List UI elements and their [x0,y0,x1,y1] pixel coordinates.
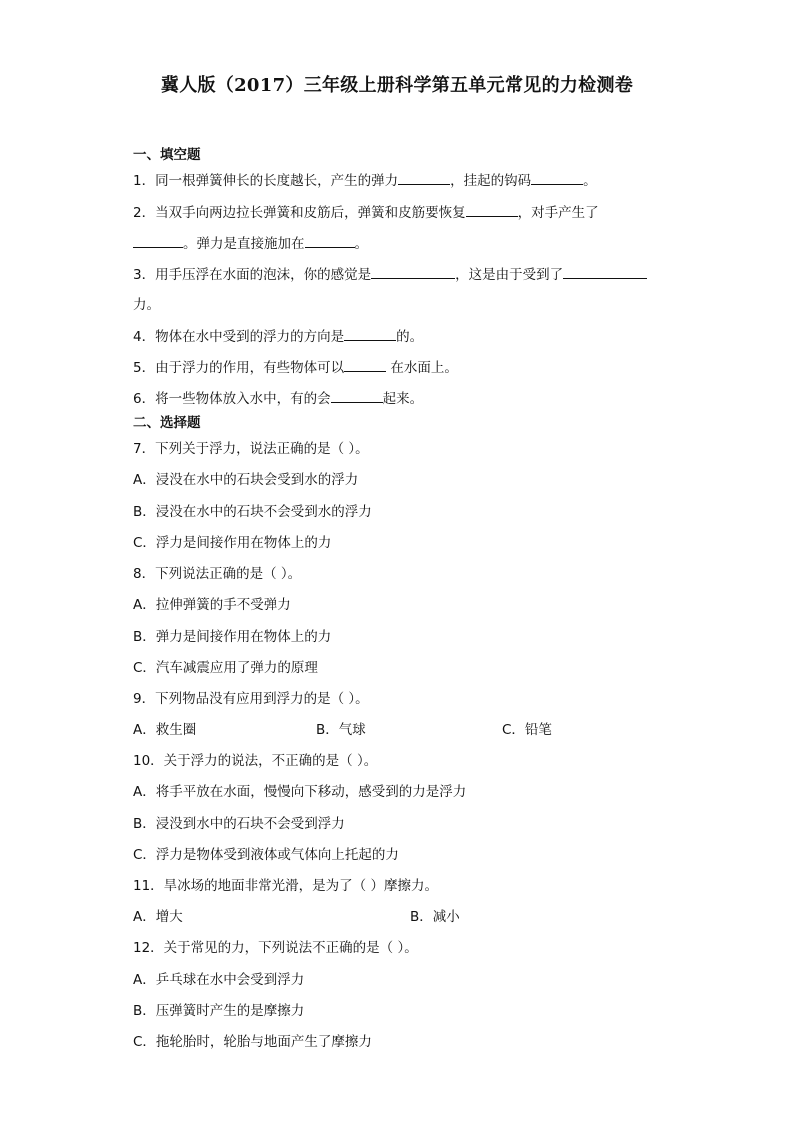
answer-blank[interactable] [331,389,383,403]
question-3-cont [133,296,160,314]
q3-text-a: 3．用手压浮在水面的泡沫，你的感觉是 [133,267,372,283]
answer-blank[interactable] [563,265,647,279]
q5-text-b: 在水面上。 [386,360,458,376]
question-3 [133,265,647,284]
page-title: 冀人版（2017）三年级上册科学第五单元常见的力检测卷 [160,75,634,96]
question-6 [133,389,423,408]
q2-text-d: 。 [354,236,368,252]
q11-option-a[interactable]: A．增大 [133,909,183,925]
question-2-cont [133,234,368,253]
answer-blank[interactable] [466,203,518,217]
q6-text-b: 起来。 [382,391,424,407]
q9-option-a[interactable]: A．救生圈 [133,722,197,738]
q3-text-b: ，这是由于受到了 [455,267,564,283]
q7-option-b[interactable]: B．浸没在水中的石块不会受到水的浮力 [133,504,372,520]
q2-text-b: ，对手产生了 [517,205,599,221]
q2-text-a: 2．当双手向两边拉长弹簧和皮筋后，弹簧和皮筋要恢复 [133,205,466,221]
q12-option-c[interactable]: C．拖轮胎时，轮胎与地面产生了摩擦力 [133,1034,372,1050]
answer-blank[interactable] [531,171,583,185]
q9-option-b[interactable]: B．气球 [316,722,366,738]
question-8: 8．下列说法正确的是（ ）。 [133,566,302,582]
q10-option-b[interactable]: B．浸没到水中的石块不会受到浮力 [133,816,345,832]
q8-option-c[interactable]: C．汽车减震应用了弹力的原理 [133,660,318,676]
q3-text-c: 力。 [133,297,160,313]
q9-option-c[interactable]: C．铅笔 [502,722,552,738]
question-10: 10．关于浮力的说法，不正确的是（ ）。 [133,753,378,769]
q10-option-c[interactable]: C．浮力是物体受到液体或气体向上托起的力 [133,847,399,863]
q2-text-c: 。弹力是直接施加在 [183,236,305,252]
q1-text-b: ，挂起的钩码 [450,173,532,189]
q4-text-a: 4．物体在水中受到的浮力的方向是 [133,329,345,345]
question-9: 9．下列物品没有应用到浮力的是（ ）。 [133,691,369,707]
answer-blank[interactable] [371,265,455,279]
section-heading-choice: 二、选择题 [133,415,201,431]
q12-option-b[interactable]: B．压弹簧时产生的是摩擦力 [133,1003,305,1019]
q4-text-b: 的。 [396,329,424,345]
question-5 [133,358,458,377]
question-4 [133,327,423,346]
question-7: 7．下列关于浮力，说法正确的是（ ）。 [133,441,369,457]
answer-blank[interactable] [133,234,183,248]
q11-option-b[interactable]: B．减小 [410,909,460,925]
q8-option-a[interactable]: A．拉伸弹簧的手不受弹力 [133,597,291,613]
answer-blank[interactable] [398,171,450,185]
question-2 [133,203,599,222]
answer-blank[interactable] [305,234,355,248]
question-1 [133,171,597,190]
q8-option-b[interactable]: B．弹力是间接作用在物体上的力 [133,629,332,645]
answer-blank[interactable] [344,358,386,372]
question-11: 11．旱冰场的地面非常光滑，是为了（ ）摩擦力。 [133,878,438,894]
q12-option-a[interactable]: A．乒乓球在水中会受到浮力 [133,972,305,988]
q1-text-c: 。 [583,173,597,189]
q7-option-a[interactable]: A．浸没在水中的石块会受到水的浮力 [133,472,359,488]
question-12: 12．关于常见的力，下列说法不正确的是（ ）。 [133,940,418,956]
section-heading-fill: 一、填空题 [133,147,201,163]
q1-text-a: 1．同一根弹簧伸长的长度越长，产生的弹力 [133,173,399,189]
q6-text-a: 6．将一些物体放入水中，有的会 [133,391,331,407]
q5-text-a: 5．由于浮力的作用，有些物体可以 [133,360,345,376]
q10-option-a[interactable]: A．将手平放在水面，慢慢向下移动，感受到的力是浮力 [133,784,467,800]
answer-blank[interactable] [344,327,396,341]
q7-option-c[interactable]: C．浮力是间接作用在物体上的力 [133,535,332,551]
